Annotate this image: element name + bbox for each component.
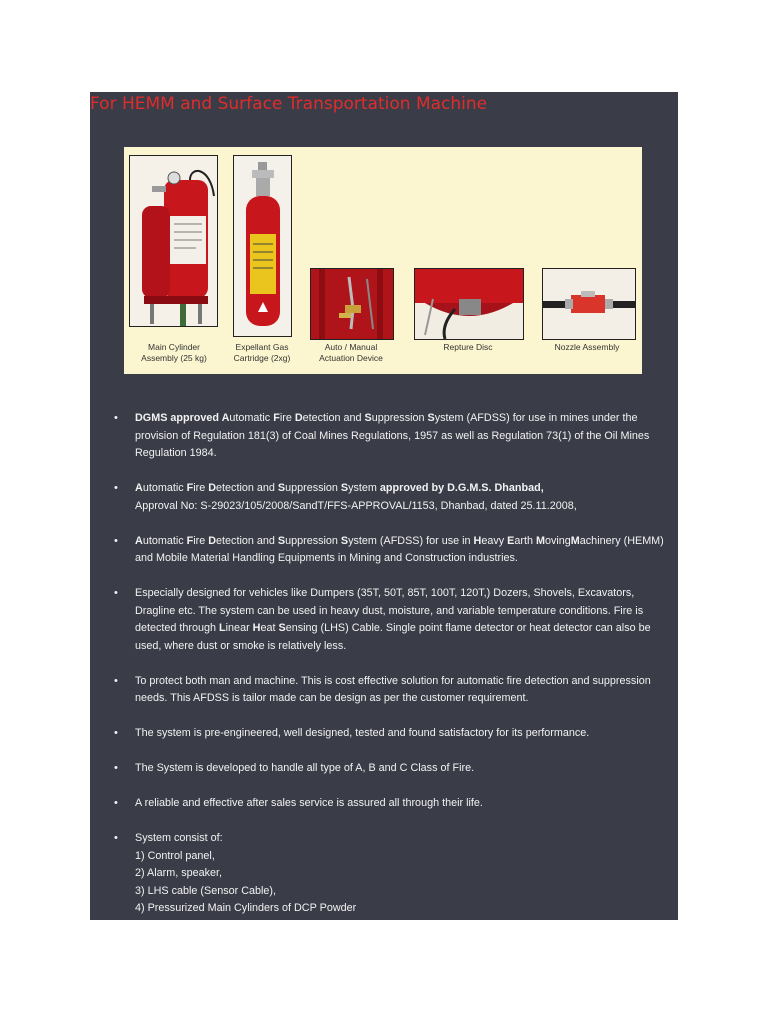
gas-cartridge-photo <box>233 155 292 337</box>
nozzle-assembly-photo <box>542 268 636 340</box>
list-item: • The System is developed to handle all type of A, B and C Class of Fire. <box>114 762 475 774</box>
page-title: For HEMM and Surface Transportation Machine <box>90 94 488 114</box>
list-item: • Automatic Fire Detection and Suppression System (AFDSS) for use in Heavy Earth MovingMachinery (HEMM) and Mobile Material Handling Equipments in Mining and Construction industries. <box>114 534 664 564</box>
list-item: • DGMS approved Automatic Fire Detection and Suppression System (AFDSS) for use in mines under the provision of Regulation 181(3) of Coal Mines Regulations, 1957 as well as Regulation 73(1) of the Oil Mines Regulation 1984. <box>114 412 650 459</box>
nozzle-assembly-caption: Nozzle Assembly <box>554 342 620 352</box>
rupture-disc-photo <box>414 268 524 340</box>
feature-list <box>114 410 676 920</box>
list-item: • To protect both man and machine. This is cost effective solution for automatic fire detection and suppression needs. This AFDSS is tailor made can be design as per the customer requirement. <box>114 674 651 704</box>
gas-cartridge-caption: Expellant Gas Cartridge (2xg) <box>233 342 291 363</box>
list-item: • A reliable and effective after sales service is assured all through their life. <box>114 797 483 809</box>
system-component: 4) Pressurized Main Cylinders of DCP Powder <box>135 902 357 914</box>
actuation-device-photo <box>310 268 394 340</box>
system-component: 2) Alarm, speaker, <box>135 867 223 879</box>
main-cylinder-photo <box>129 155 218 327</box>
main-cylinder-caption: Main Cylinder Assembly (25 kg) <box>141 342 207 363</box>
content-panel <box>90 92 678 920</box>
system-component: 1) Control panel, <box>135 849 215 862</box>
product-photo-strip <box>124 147 642 374</box>
system-component: 3) LHS cable (Sensor Cable), <box>135 884 277 897</box>
list-item: • Automatic Fire Detection and Suppression System approved by D.G.M.S. Dhanbad, Approval No: S-29023/105/2008/SandT/FFS-APPROVAL/1153, Dhanbad, dated 25.11.2008, <box>114 482 577 512</box>
rupture-disc-caption: Repture Disc <box>443 342 493 352</box>
list-item: • Especially designed for vehicles like Dumpers (35T, 50T, 85T, 100T, 120T,) Dozers, Shovels, Excavators, Dragline etc. The system can be used in heavy dust, moisture, and variable temperature conditions. Fire is detected through Linear Heat Sensing (LHS) Cable. Single point flame detector or heat detector can also be used, where dust or smoke is relatively less. <box>114 587 651 652</box>
list-item: • System consist of: 1) Control panel, 2) Alarm, speaker, 3) LHS cable (Sensor Cable), 4) Pressurized Main Cylinders of DCP Powder <box>114 830 676 918</box>
actuation-device-caption: Auto / Manual Actuation Device <box>319 342 383 363</box>
list-item: • The system is pre-engineered, well designed, tested and found satisfactory for its performance. <box>114 727 590 739</box>
